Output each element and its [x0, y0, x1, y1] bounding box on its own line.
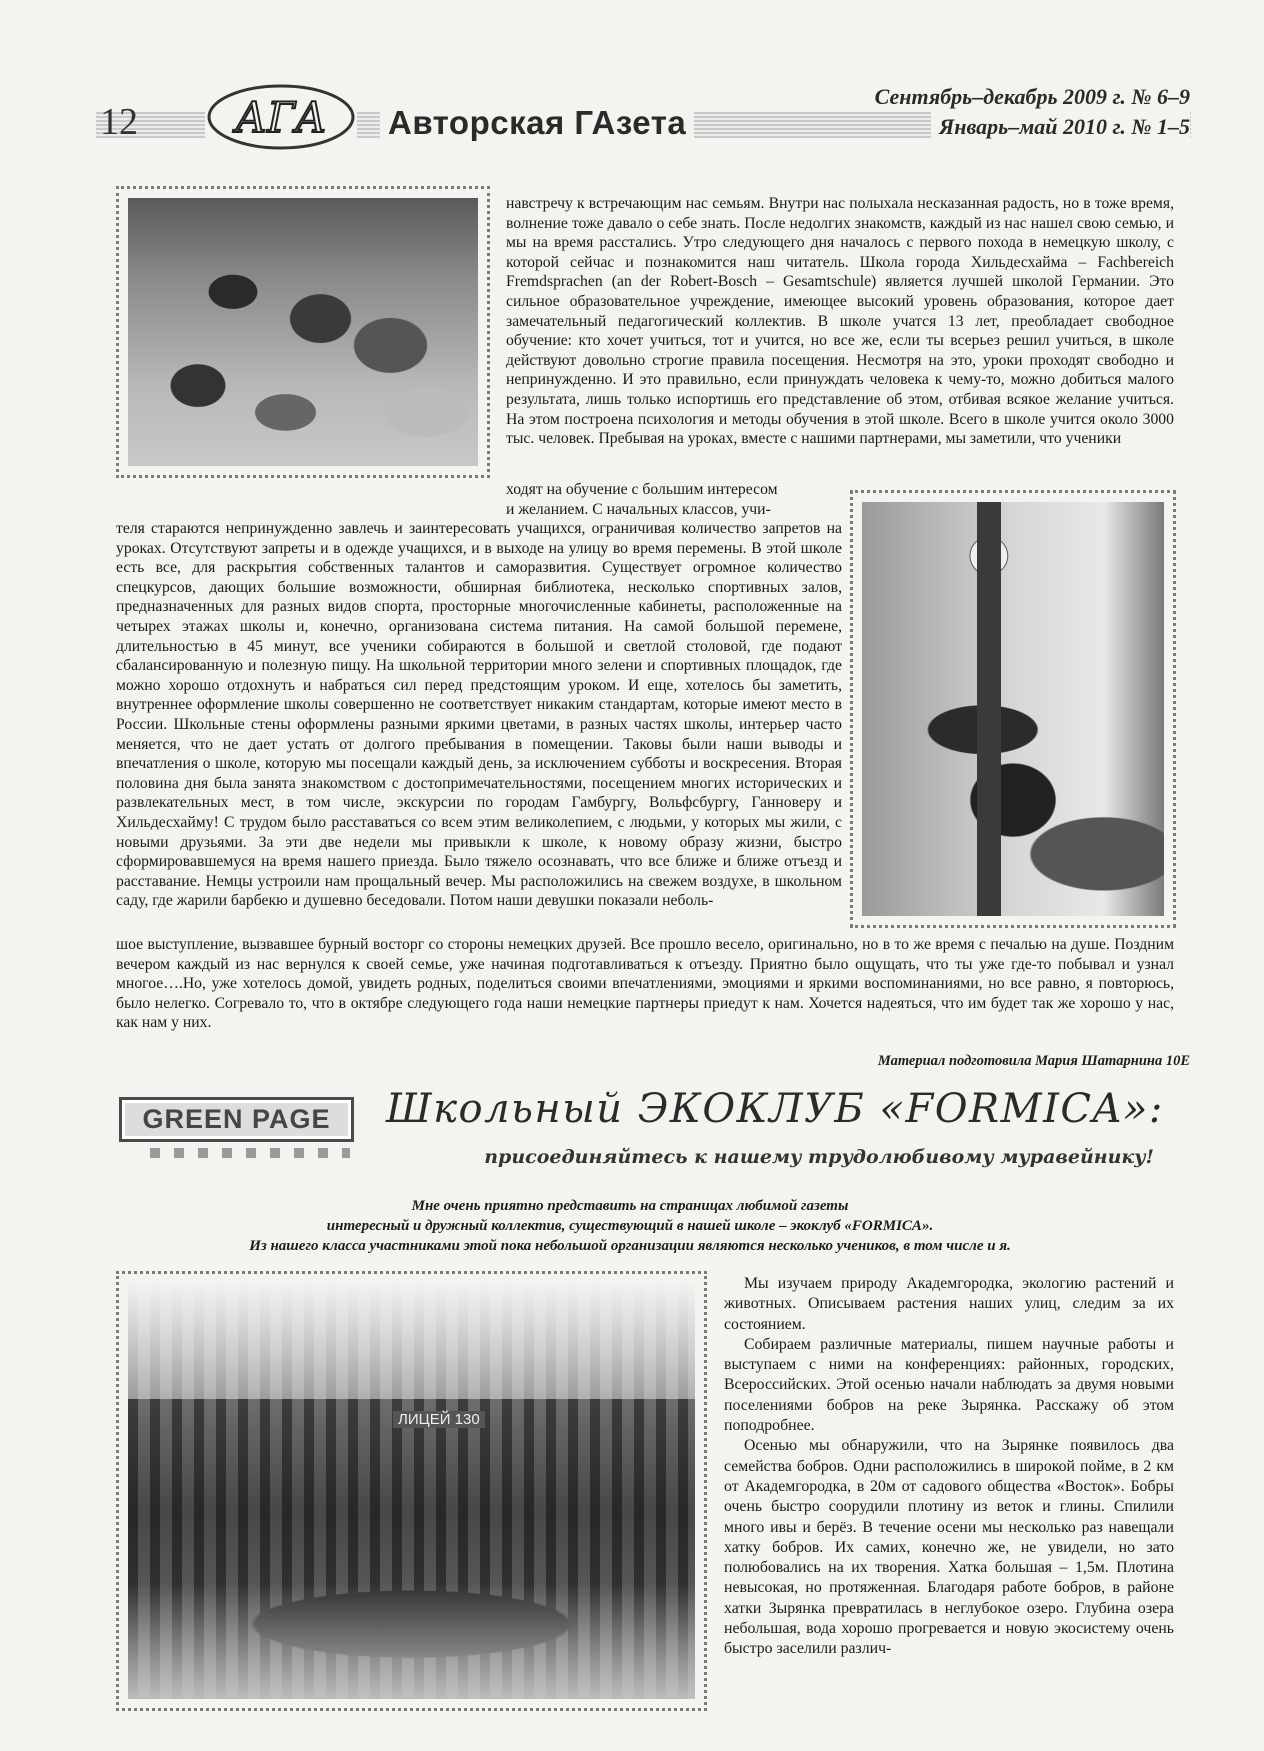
badge-dots: [150, 1148, 350, 1158]
ecoclub-para-2: Собираем различные материалы, пишем научные работы и выступаем с ними на конференциях: районных, городских, Всероссийских. Этой осенью начали наблюдать за двумя новыми поселениями бобров на реке Зырянка. Расскажу об этом поподробнее.: [724, 1335, 1174, 1435]
ecoclub-title: Школьный ЭКОКЛУБ «FORMICA»:: [386, 1086, 1164, 1132]
logo: [205, 80, 357, 150]
article1-para-left: теля стараются непринужденно завлечь и заинтересовать учащихся, ограничивая количество запретов на уроках. Отсутствуют запреты и в одежде учащихся, и в выходе на улицу во время перемены. В этой школе есть все, для раскрытия собственных талантов и саморазвития. Существует огромное количество спецкурсов, дающих большие возможности, обширная библиотека, несколько спортивных залов, предназначенных для разных видов спорта, просторные многочисленные кабинеты, расположенные на четырех этажах школы и, конечно, организована система питания. На самой большой перемене, длительностью в 45 минут, все ученики собираются в большой и светлой столовой, где подают сбалансированную и полезную пищу. На школьной территории много зелени и спортивных площадок, где можно хорошо отдохнуть и набраться сил перед предстоящим уроком. И еще, хотелось бы заметить, внутреннее оформление школы совершенно не соответствует никаким стандартам, которые имеют место в России. Школьные стены оформлены разными яркими цветами, в разных частях школы, интерьер часто меняется, что не дает устать от долгого пребывания в помещении. Таковы были наши выводы и впечатления о школе, которую мы посещали каждый день, за исключением субботы и воскресения. Вторая половина дня была занята знакомством с достопримечательностями, посещением многих исторических и развлекательных мест, в том числе, экскурсии по городам Гамбургу, Вольфсбургу, Ганноверу и Хильдесхайму! С трудом было расставаться со всем этим великолепием, с людьми, у которых мы жили, с новыми друзьями. За эти две недели мы привыкли к школе, к новому образу жизни, быстро сформировавшемуся на время нашего приезда. Было тяжело осознавать, что все ближе и ближе отъезд и расставание. Немцы устроили нам прощальный вечер. Мы расположились на свежем воздухе, в школьном саду, где жарили барбекю и душевно беседовали. Потом наши девушки показали неболь-: [116, 520, 842, 910]
intro-line-1: Мне очень приятно представить на страницах любимой газеты: [411, 1198, 849, 1214]
green-page-badge: GREEN PAGE: [119, 1097, 354, 1142]
photo-image: [128, 198, 478, 466]
article1-para-mid-b: и желанием. С начальных классов, учи-: [506, 501, 771, 518]
photo-image: [862, 502, 1164, 916]
photo-clock-tower: [850, 490, 1176, 928]
ecoclub-intro: [110, 1196, 1150, 1256]
issue-line-2: Январь–май 2010 г. № 1–5: [931, 112, 1190, 142]
issue-line-1: Сентябрь–декабрь 2009 г. № 6–9: [867, 82, 1190, 112]
article1-para-top: навстречу к встречающим нас семьям. Внутри нас полыхала несказанная радость, но в тоже время, волнение тоже давало о себе знать. После недолгих знакомств, каждый из нас нашел свою семью, и мы на время расстались. Утро следующего дня началось с первого похода в немецкую школу, с которой сейчас и познакомится наш читатель. Школа города Хильдесхайма – Fachbereich Fremdsprachen (an der Robert-Bosch – Gesamtschule) является лучшей школой Германии. Это сильное образовательное учреждение, имеющее высокий уровень образования, которое дает замечательный педагогический коллектив. В школе учатся 13 лет, преобладает свободное обучение: кто хочет учиться, тот и учится, но все же, если ты всерьез решил учиться, в школе действуют довольно строгие правила посещения. Несмотря на это, уроки проходят свободно и непринужденно. И это правильно, если принуждать человека к чему-то, можно добиться малого результата, лишь только испортишь его представление об этом, отбивая всякое желание учиться. На этом построена психология и методы обучения в этой школе. Всего в школе учится около 3000 тыс. человек. Пребывая на уроках, вместе с нашими партнерами, мы заметили, что ученики: [506, 195, 1174, 448]
article1-para-bottom: шое выступление, вызвавшее бурный восторг со стороны немецких друзей. Все прошло весело, оригинально, но в то же время с печалью на душе. Поздним вечером каждый из нас вернулся к своей семье, уже начиная подготавливаться к отъезду. Приятно было ощущать, что ты уже где-то побывал и узнал многое….Но, уже хотелось домой, увидеть родных, поделиться своими впечатлениями, эмоциями и яркими воспоминаниями, но все равно, я повторюсь, было нелегко. Согревало то, что в октябре следующего года наши немецкие партнеры приедут к нам. Хочется надеяться, что им будет так же хорошо у нас, как нам у них.: [116, 936, 1174, 1032]
photo-school-group: [116, 1271, 707, 1711]
paper-title: Авторская ГАзета: [380, 104, 694, 142]
photo-image: [128, 1283, 695, 1699]
ecoclub-text: [724, 1274, 1174, 1660]
photo-students-sitting: [116, 186, 490, 478]
intro-line-2: интересный и дружный коллектив, существующий в нашей школе – экоклуб «FORMICA».: [326, 1218, 934, 1234]
article1-para-mid-a: ходят на обучение с большим интересом: [506, 481, 778, 498]
issue-info: [867, 82, 1190, 142]
article-credit: Материал подготовила Мария Шатарнина 10Е: [877, 1053, 1190, 1069]
logo-text: АГА: [235, 93, 327, 142]
ecoclub-subtitle: присоединяйтесь к нашему трудолюбивому муравейнику!: [484, 1146, 1154, 1168]
ecoclub-para-1: Мы изучаем природу Академгородка, экологию растений и животных. Описываем растения наших улиц, следим за их состоянием.: [724, 1275, 1174, 1333]
school-sign: ЛИЦЕЙ 130: [393, 1411, 485, 1428]
intro-line-3: Из нашего класса участниками этой пока небольшой организации являются несколько учеников, в том числе и я.: [249, 1238, 1011, 1254]
page-number: 12: [100, 101, 138, 143]
ecoclub-para-3: Осенью мы обнаружили, что на Зырянке появилось два семейства бобров. Одни расположились в широкой пойме, в 2 км от Академгородка, в 20м от садового общества «Восток». Бобры очень быстро соорудили плотину из веток и глины. Спилили много ивы и берёз. В течение осени мы несколько раз навещали хатку бобров. Их самих, конечно же, не увидели, но зато полюбовались на их творения. Хатка большая – 1,5м. Плотина невысокая, но протяженная. Благодаря работе бобров, в районе хатки Зырянка превратилась в неглубокое озеро. Глубина озера небольшая, вода хорошо прогревается и новую экосистему очень быстро заселили различ-: [724, 1437, 1174, 1658]
